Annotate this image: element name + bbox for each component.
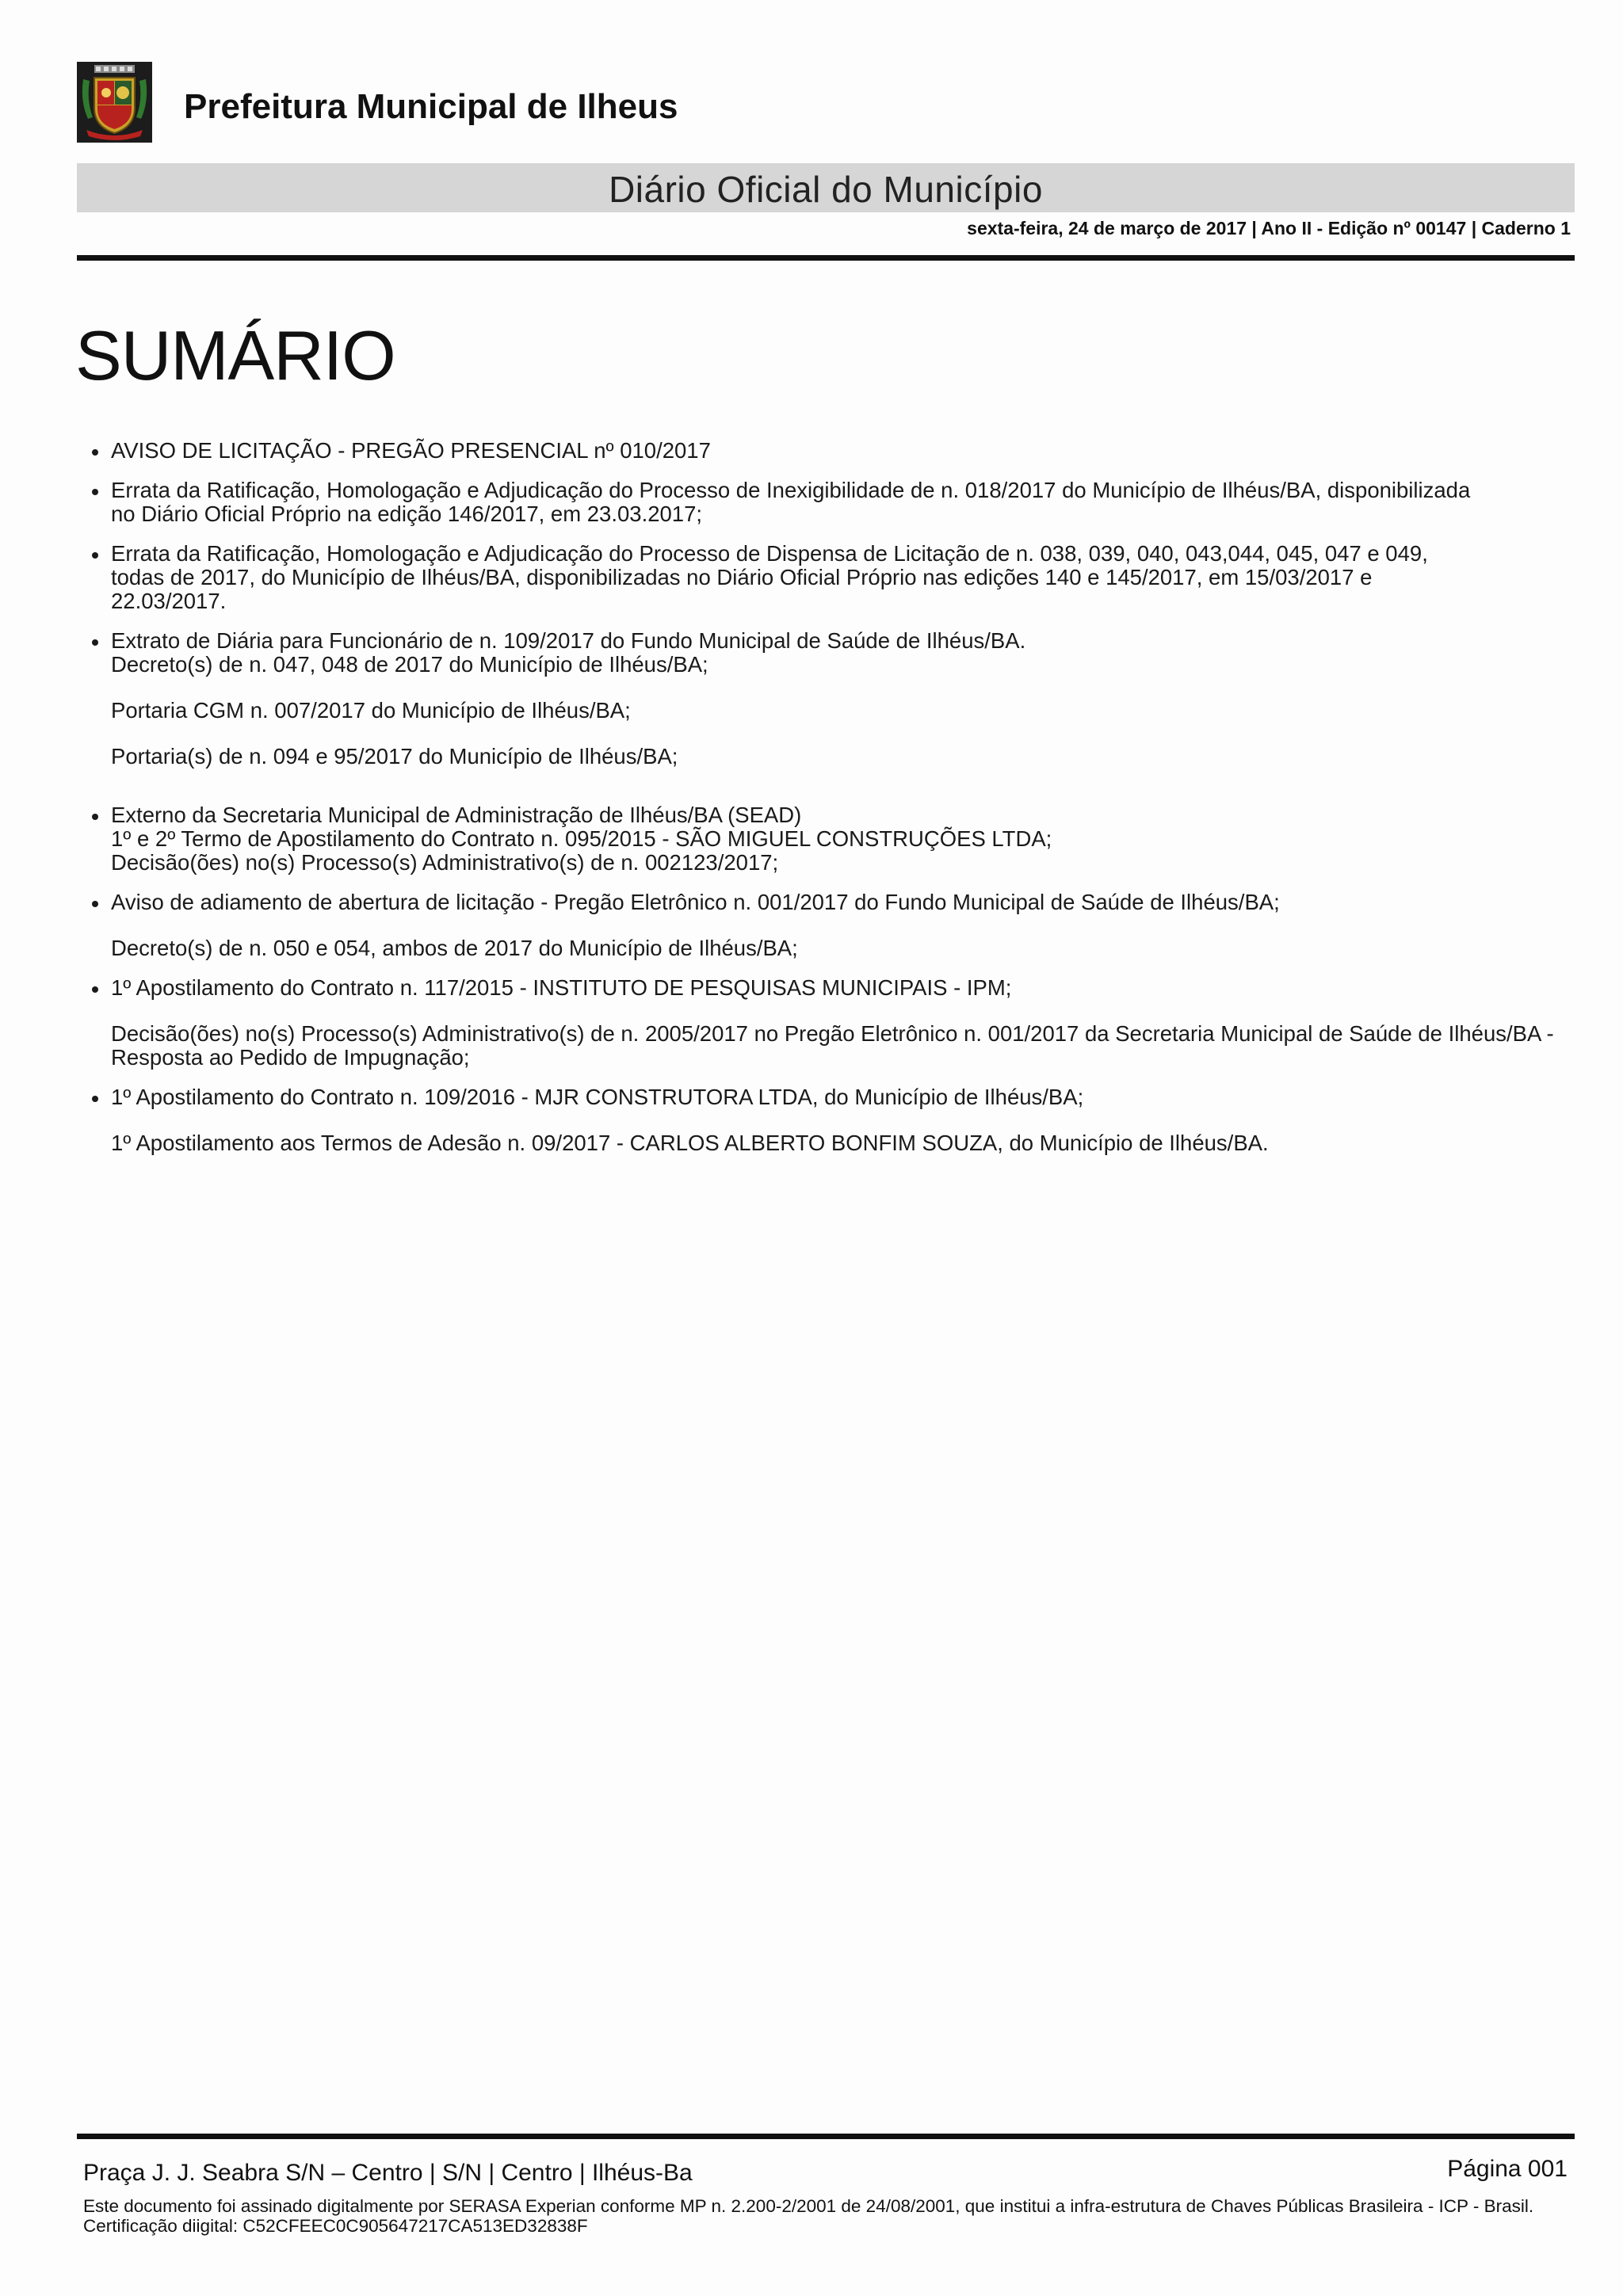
footer-divider bbox=[77, 2134, 1575, 2139]
item-line: no Diário Oficial Próprio na edição 146/2017, em 23.03.2017; bbox=[111, 502, 703, 526]
summary-item bbox=[111, 891, 1569, 960]
footer-address: Praça J. J. Seabra S/N – Centro | S/N | Centro | Ilhéus-Ba bbox=[83, 2160, 693, 2186]
coat-of-arms-logo bbox=[77, 62, 152, 143]
item-line: 1º e 2º Termo de Apostilamento do Contrato n. 095/2015 - SÃO MIGUEL CONSTRUÇÕES LTDA; bbox=[111, 826, 1052, 851]
summary-item bbox=[111, 1085, 1569, 1155]
item-subline: Portaria(s) de n. 094 e 95/2017 do Município de Ilhéus/BA; bbox=[111, 744, 678, 769]
bullet-icon bbox=[92, 639, 98, 646]
summary-item bbox=[111, 976, 1569, 1070]
bullet-icon bbox=[92, 901, 98, 907]
item-line: todas de 2017, do Município de Ilhéus/BA, disponibilizadas no Diário Oficial Próprio nas edições 140 e 145/2017, em 15/03/2017 e bbox=[111, 565, 1373, 589]
item-line: 1º Apostilamento do Contrato n. 109/2016 - MJR CONSTRUTORA LTDA, do Município de Ilhéus/BA; bbox=[111, 1085, 1084, 1109]
item-line: Errata da Ratificação, Homologação e Adjudicação do Processo de Inexigibilidade de n. 018/2017 do Município de Ilhéus/BA, disponibilizada bbox=[111, 478, 1471, 502]
summary-item bbox=[111, 479, 1569, 526]
item-line: Extrato de Diária para Funcionário de n. 109/2017 do Fundo Municipal de Saúde de Ilhéus/BA. bbox=[111, 628, 1026, 653]
bullet-icon bbox=[92, 986, 98, 993]
page-number: Página 001 bbox=[1447, 2156, 1568, 2182]
summary-item bbox=[111, 542, 1569, 613]
summary-item bbox=[111, 803, 1569, 875]
item-line: Errata da Ratificação, Homologação e Adjudicação do Processo de Dispensa de Licitação de n. 038, 039, 040, 043,044, 045, 047 e 049, bbox=[111, 541, 1428, 566]
digital-signature-note: Este documento foi assinado digitalmente por SERASA Experian conforme MP n. 2.200-2/2001 de 24/08/2001, que institui a infra-estrutura de Chaves Públicas Brasileira - ICP - Brasil. Certificação diigital: C52CFEEC0C905647217CA513ED32838F bbox=[83, 2196, 1534, 2236]
bullet-icon bbox=[92, 489, 98, 495]
summary-item bbox=[111, 439, 1569, 463]
edition-line: sexta-feira, 24 de março de 2017 | Ano II - Edição nº 00147 | Caderno 1 bbox=[967, 218, 1571, 238]
item-line: Decreto(s) de n. 047, 048 de 2017 do Município de Ilhéus/BA; bbox=[111, 652, 708, 677]
summary-title: SUMÁRIO bbox=[75, 316, 395, 395]
item-line: Decisão(ões) no(s) Processo(s) Administrativo(s) de n. 002123/2017; bbox=[111, 850, 779, 875]
bullet-icon bbox=[92, 449, 98, 456]
summary-list bbox=[111, 439, 1569, 1171]
item-line: 22.03/2017. bbox=[111, 589, 227, 613]
item-line: Externo da Secretaria Municipal de Administração de Ilhéus/BA (SEAD) bbox=[111, 803, 802, 827]
item-subline: Portaria CGM n. 007/2017 do Município de Ilhéus/BA; bbox=[111, 698, 631, 723]
item-line: 1º Apostilamento do Contrato n. 117/2015 - INSTITUTO DE PESQUISAS MUNICIPAIS - IPM; bbox=[111, 975, 1012, 1000]
summary-item bbox=[111, 629, 1569, 769]
item-subline: 1º Apostilamento aos Termos de Adesão n. 09/2017 - CARLOS ALBERTO BONFIM SOUZA, do Município de Ilhéus/BA. bbox=[111, 1131, 1269, 1155]
bullet-icon bbox=[92, 552, 98, 559]
item-subline: Decreto(s) de n. 050 e 054, ambos de 2017 do Município de Ilhéus/BA; bbox=[111, 936, 798, 960]
bullet-icon bbox=[92, 814, 98, 820]
org-name: Prefeitura Municipal de Ilheus bbox=[184, 87, 678, 126]
gazette-title-bar bbox=[77, 163, 1575, 212]
item-line: Aviso de adiamento de abertura de licitação - Pregão Eletrônico n. 001/2017 do Fundo Municipal de Saúde de Ilhéus/BA; bbox=[111, 890, 1280, 914]
gazette-title: Diário Oficial do Município bbox=[609, 169, 1043, 210]
item-line: AVISO DE LICITAÇÃO - PREGÃO PRESENCIAL nº 010/2017 bbox=[111, 438, 711, 463]
header-divider bbox=[77, 255, 1575, 261]
item-subline: Decisão(ões) no(s) Processo(s) Administrativo(s) de n. 2005/2017 no Pregão Eletrônico n. 001/2017 da Secretaria Municipal de Saúde de Ilhéus/BA - Resposta ao Pedido de Impugnação; bbox=[111, 1021, 1554, 1070]
bullet-icon bbox=[92, 1096, 98, 1102]
